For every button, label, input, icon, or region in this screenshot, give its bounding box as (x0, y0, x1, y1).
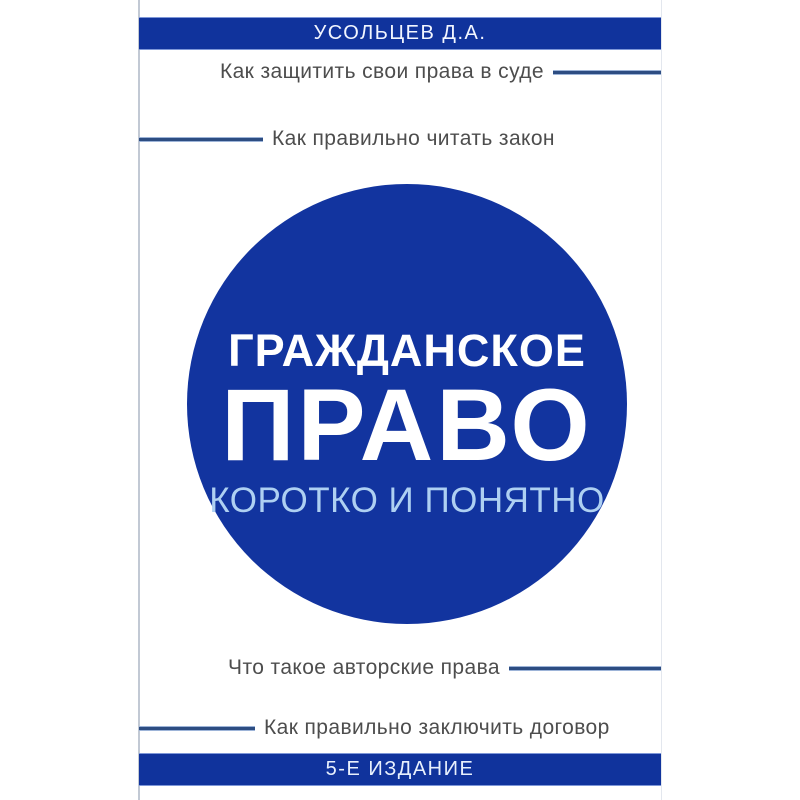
slogan-row-1 (139, 59, 661, 85)
author-bar (139, 18, 661, 49)
book-subtitle: КОРОТКО И ПОНЯТНО (209, 481, 605, 521)
cover-right-edge-line (661, 0, 662, 800)
slogan-row-2 (139, 126, 661, 152)
connector-line-right-1 (553, 70, 661, 75)
title-circle (187, 184, 627, 624)
connector-line-left-4 (139, 726, 255, 731)
slogan-row-4 (139, 715, 661, 741)
slogan-text-3: Что такое авторские права (228, 656, 500, 679)
connector-line-right-3 (509, 666, 661, 671)
edition-bar (139, 754, 661, 785)
edition-label: 5-Е ИЗДАНИЕ (325, 758, 475, 780)
book-title-line1: ГРАЖДАНСКОЕ (228, 324, 586, 376)
slogan-text-2: Как правильно читать закон (272, 127, 555, 150)
author-name: УСОЛЬЦЕВ Д.А. (313, 22, 487, 44)
connector-line-left-2 (139, 137, 263, 142)
slogan-text-4: Как правильно заключить договор (264, 716, 610, 739)
book-title-line2: ПРАВО (221, 367, 593, 482)
slogan-row-3 (139, 655, 661, 681)
slogan-text-1: Как защитить свои права в суде (219, 60, 544, 83)
